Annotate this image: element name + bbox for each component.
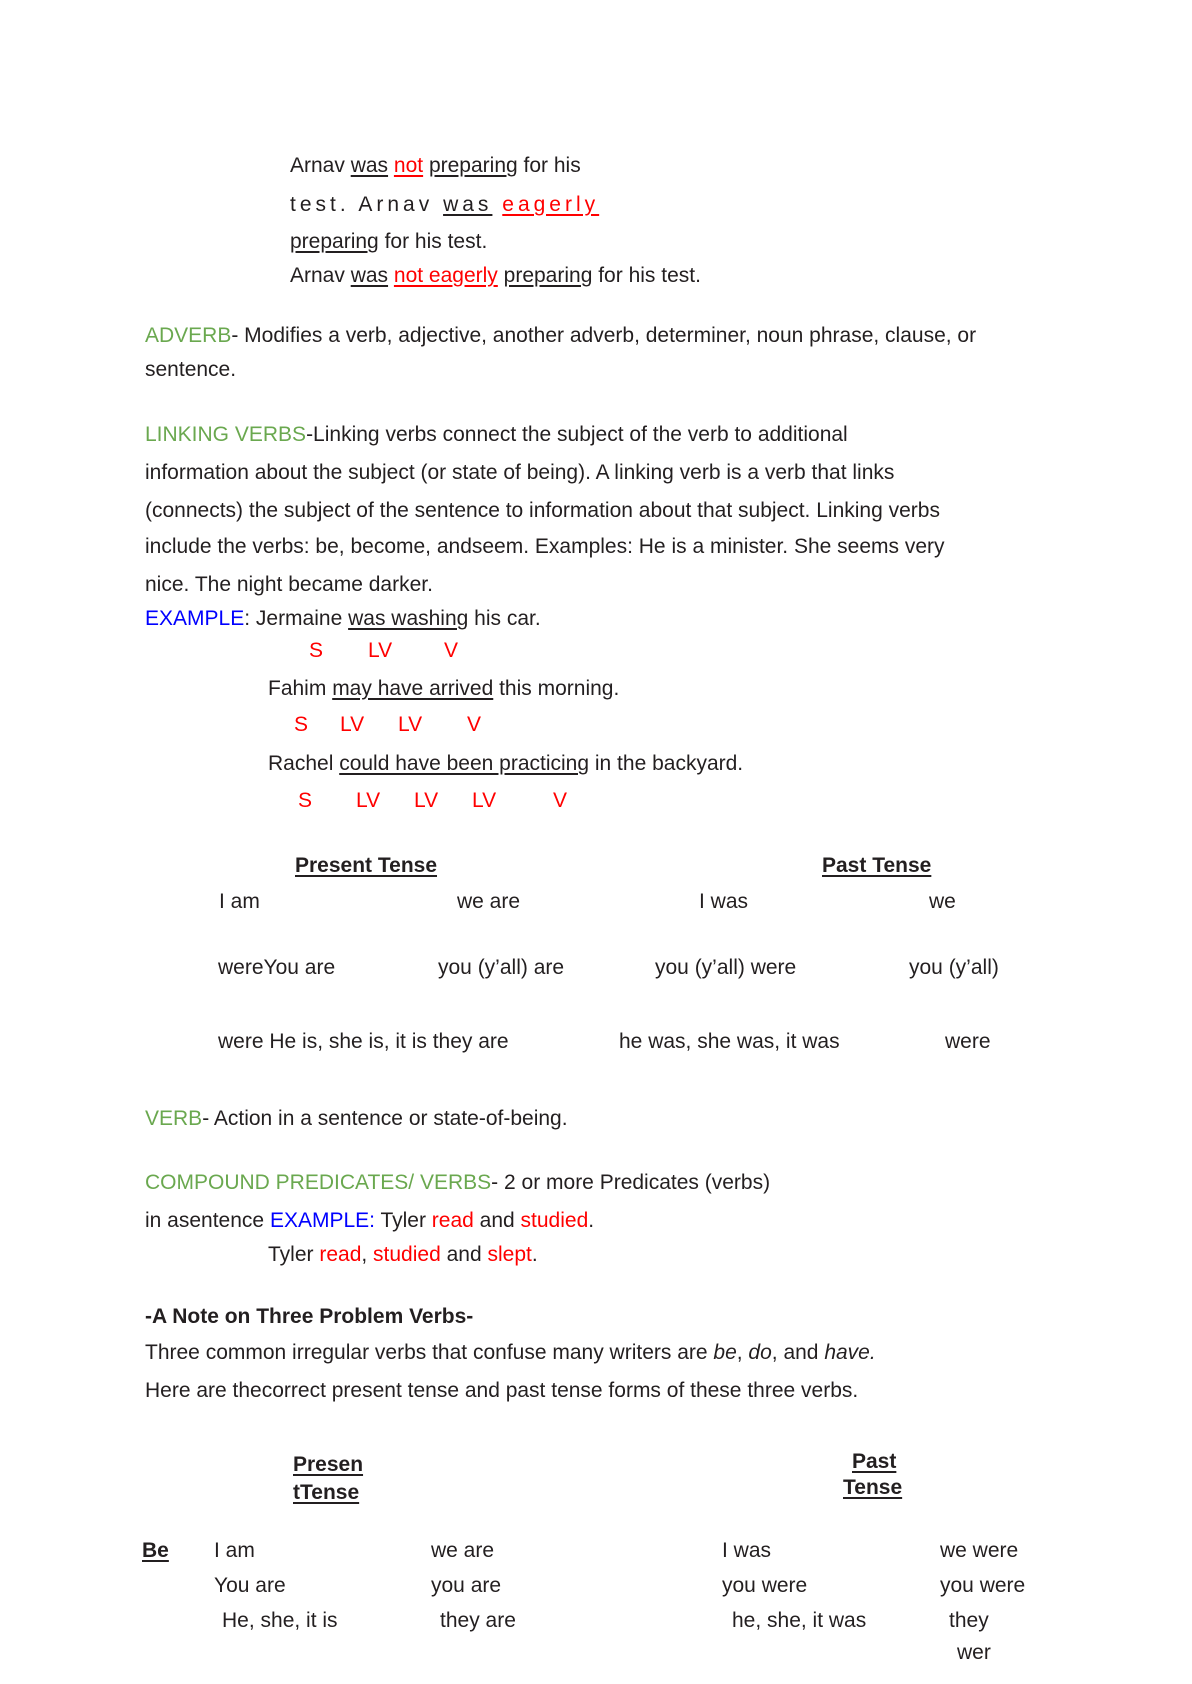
- example-label: EXAMPLE: [145, 607, 245, 630]
- example-label: EXAMPLE:: [269, 1209, 375, 1232]
- text-run: have.: [824, 1341, 876, 1364]
- past-tense-header: Past Tense: [822, 854, 932, 877]
- table-cell: you were: [722, 1574, 808, 1597]
- example-sentence: [268, 1242, 538, 1268]
- table-cell: you (y’all) were: [655, 956, 797, 979]
- example-sentence: [268, 751, 743, 777]
- grammar-label: LV: [356, 789, 381, 812]
- example-sentence: [290, 192, 599, 218]
- table-cell: were He is, she is, it is they are: [218, 1030, 509, 1053]
- text-run: and: [440, 1243, 488, 1266]
- table-cell: he, she, it was: [732, 1609, 867, 1632]
- table-cell: I was: [699, 890, 749, 913]
- text-run: be: [713, 1341, 737, 1364]
- table-cell: you are: [431, 1574, 502, 1597]
- grammar-label: V: [467, 713, 482, 736]
- table-cell: you were: [940, 1574, 1026, 1597]
- text-run: his car.: [468, 607, 541, 630]
- text-run: include the verbs: be, become, andseem. Examples: He is a minister. She seems very: [145, 535, 945, 558]
- note-text: [145, 1378, 858, 1404]
- grammar-label: S: [298, 789, 313, 812]
- term-label: LINKING VERBS: [145, 423, 307, 446]
- example-sentence: [145, 606, 541, 632]
- text-run: do: [748, 1341, 772, 1364]
- past-tense-header: Past: [852, 1450, 897, 1473]
- compound-predicates-definition: [145, 1170, 770, 1196]
- past-tense-header: Tense: [843, 1476, 903, 1499]
- text-run: in the backyard.: [589, 752, 744, 775]
- text-run: Rachel: [268, 752, 340, 775]
- grammar-label: LV: [340, 713, 365, 736]
- table-cell: I am: [219, 890, 260, 913]
- highlighted-word: read: [319, 1243, 362, 1266]
- text-run: - Modifies a verb, adjective, another adverb, determiner, noun phrase, clause, or: [231, 324, 977, 347]
- table-cell: you (y’all) are: [438, 956, 565, 979]
- grammar-label: LV: [414, 789, 439, 812]
- table-cell: we are: [457, 890, 521, 913]
- text-run: information about the subject (or state of being). A linking verb is a verb that links: [145, 461, 895, 484]
- text-run: for his test.: [592, 264, 701, 287]
- note-text: [145, 1340, 876, 1366]
- text-run: sentence.: [145, 358, 237, 381]
- linking-verbs-definition: [145, 498, 940, 524]
- note-title: [145, 1304, 473, 1330]
- grammar-label: S: [294, 713, 309, 736]
- text-run: nice. The night became darker.: [145, 573, 433, 596]
- table-cell: they: [949, 1609, 989, 1632]
- text-run: -A Note on Three Problem Verbs-: [145, 1305, 474, 1328]
- text-run: [492, 193, 502, 216]
- grammar-label: LV: [398, 713, 423, 736]
- highlighted-word: studied: [520, 1209, 589, 1232]
- text-run: Here are thecorrect present tense and past tense forms of these three verbs.: [145, 1379, 859, 1402]
- table-cell: I was: [722, 1539, 772, 1562]
- text-run: -Linking verbs connect the subject of the verb to additional: [306, 423, 848, 446]
- table-cell: were: [945, 1030, 991, 1053]
- grammar-label: V: [444, 639, 459, 662]
- grammar-label: S: [309, 639, 324, 662]
- text-run: , and: [771, 1341, 825, 1364]
- present-tense-header: Present Tense: [295, 854, 438, 877]
- text-run: Arnav: [290, 154, 351, 177]
- present-tense-header: Presen: [293, 1453, 364, 1476]
- text-run: .: [531, 1243, 538, 1266]
- grammar-label: V: [553, 789, 568, 812]
- underlined-phrase: preparing: [428, 154, 518, 177]
- present-tense-header: tTense: [293, 1481, 360, 1504]
- text-run: ,: [736, 1341, 749, 1364]
- text-run: Tyler: [374, 1209, 432, 1232]
- example-sentence: [290, 229, 487, 255]
- underlined-phrase: was: [443, 193, 493, 216]
- table-cell: You are: [214, 1574, 286, 1597]
- text-run: .: [588, 1209, 595, 1232]
- underlined-phrase: was washing: [348, 607, 469, 630]
- term-label: ADVERB: [145, 324, 232, 347]
- example-sentence: [290, 263, 701, 289]
- grammar-label: LV: [472, 789, 497, 812]
- table-cell: he was, she was, it was: [619, 1030, 840, 1053]
- text-run: ,: [361, 1243, 374, 1266]
- adverb-definition: [145, 357, 236, 383]
- linking-verbs-definition: [145, 534, 945, 560]
- highlighted-word: read: [431, 1209, 474, 1232]
- text-run: Fahim: [268, 677, 333, 700]
- text-run: test. Arnav: [290, 193, 444, 216]
- text-run: - Action in a sentence or state-of-being.: [202, 1107, 568, 1130]
- highlighted-word: studied: [373, 1243, 441, 1266]
- text-run: for his test.: [378, 230, 488, 253]
- text-run: Tyler: [268, 1243, 320, 1266]
- table-cell: wereYou are: [218, 956, 336, 979]
- table-cell: you (y’all): [909, 956, 999, 979]
- table-cell: we: [929, 890, 956, 913]
- verb-be-label: Be: [142, 1539, 169, 1562]
- text-run: Three common irregular verbs that confuse many writers are: [145, 1341, 714, 1364]
- highlighted-word: slept: [487, 1243, 532, 1266]
- underlined-phrase: may have arrived: [332, 677, 494, 700]
- text-run: and: [473, 1209, 521, 1232]
- text-run: (connects) the subject of the sentence to information about that subject. Linking verbs: [145, 499, 940, 522]
- text-run: for his: [517, 154, 581, 177]
- table-cell: wer: [957, 1641, 991, 1664]
- text-run: in asentence: [145, 1209, 270, 1232]
- verb-definition: [145, 1106, 568, 1132]
- table-cell: we were: [940, 1539, 1019, 1562]
- underlined-phrase: preparing: [503, 264, 593, 287]
- example-sentence: [290, 153, 581, 179]
- underlined-phrase: was: [350, 154, 389, 177]
- highlighted-word: not: [393, 154, 424, 177]
- table-cell: we are: [431, 1539, 495, 1562]
- underlined-phrase: preparing: [290, 230, 379, 253]
- table-cell: they are: [440, 1609, 516, 1632]
- linking-verbs-definition: [145, 422, 848, 448]
- example-sentence: [268, 676, 619, 702]
- text-run: : Jermaine: [244, 607, 349, 630]
- text-run: this morning.: [493, 677, 620, 700]
- highlighted-word: eagerly: [502, 193, 600, 216]
- compound-predicates-definition: [145, 1208, 594, 1234]
- underlined-phrase: could have been practicing: [339, 752, 590, 775]
- text-run: - 2 or more Predicates (verbs): [491, 1171, 771, 1194]
- text-run: Arnav: [290, 264, 351, 287]
- highlighted-word: not eagerly: [393, 264, 498, 287]
- table-cell: I am: [214, 1539, 255, 1562]
- term-label: COMPOUND PREDICATES/ VERBS: [145, 1171, 492, 1194]
- adverb-definition: [145, 323, 976, 349]
- linking-verbs-definition: [145, 572, 433, 598]
- grammar-label: LV: [368, 639, 393, 662]
- term-label: VERB: [145, 1107, 203, 1130]
- linking-verbs-definition: [145, 460, 894, 486]
- table-cell: He, she, it is: [222, 1609, 338, 1632]
- underlined-phrase: was: [350, 264, 389, 287]
